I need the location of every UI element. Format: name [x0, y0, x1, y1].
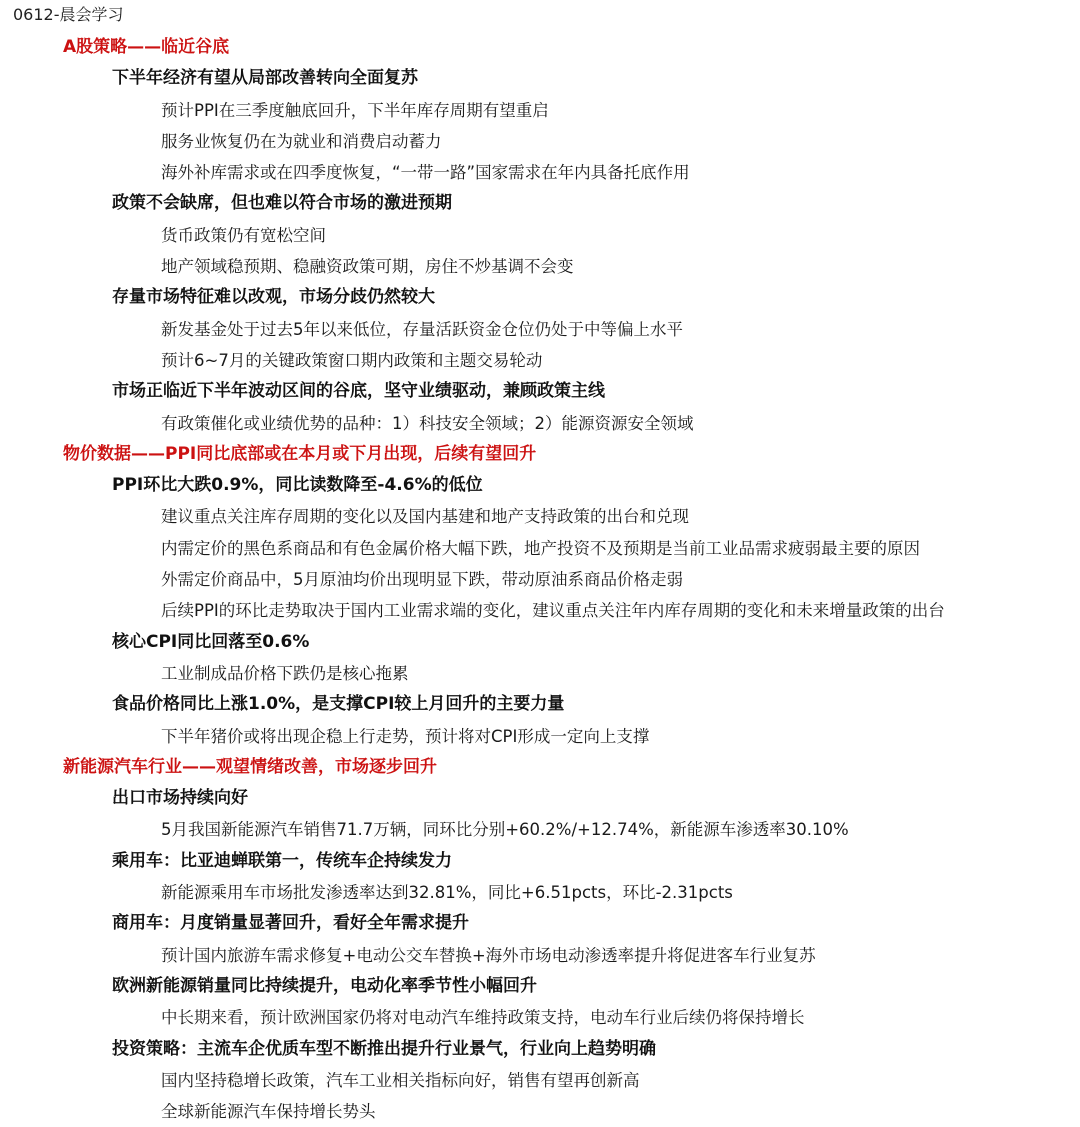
section-heading: A股策略——临近谷底 — [63, 37, 230, 57]
group-title: 下半年经济有望从局部改善转向全面复苏 — [112, 68, 418, 89]
list-item: 下半年猪价或将出现企稳上行走势，预计将对CPI形成一定向上支撑 — [161, 726, 650, 746]
list-item: 新发基金处于过去5年以来低位，存量活跃资金仓位仍处于中等偏上水平 — [161, 319, 683, 339]
group-title: 存量市场特征难以改观，市场分歧仍然较大 — [112, 287, 435, 308]
list-item: 后续PPI的环比走势取决于国内工业需求端的变化，建议重点关注年内库存周期的变化和未来增量政策的出台 — [161, 601, 945, 621]
list-item: 建议重点关注库存周期的变化以及国内基建和地产支持政策的出台和兑现 — [161, 507, 689, 527]
group-title: 商用车：月度销量显著回升，看好全年需求提升 — [112, 913, 469, 934]
group-title: 乘用车：比亚迪蝉联第一，传统车企持续发力 — [112, 850, 452, 871]
list-item: 中长期来看，预计欧洲国家仍将对电动汽车维持政策支持，电动车行业后续仍将保持增长 — [161, 1008, 805, 1028]
list-item: 预计国内旅游车需求修复+电动公交车替换+海外市场电动渗透率提升将促进客车行业复苏 — [161, 945, 816, 965]
list-item: 海外补库需求或在四季度恢复，“一带一路”国家需求在年内具备托底作用 — [161, 163, 690, 183]
list-item: 工业制成品价格下跌仍是核心拖累 — [161, 663, 409, 683]
outline — [0, 32, 1080, 1127]
section-heading: 物价数据——PPI同比底部或在本月或下月出现，后续有望回升 — [63, 443, 537, 464]
list-item: 国内坚持稳增长政策，汽车工业相关指标向好，销售有望再创新高 — [161, 1070, 640, 1090]
page-title: 0612-晨会学习 — [13, 5, 124, 24]
group-title: 投资策略：主流车企优质车型不断推出提升行业景气，行业向上趋势明确 — [112, 1038, 656, 1059]
group-title: 政策不会缺席，但也难以符合市场的激进预期 — [112, 193, 452, 214]
list-item: 服务业恢复仍在为就业和消费启动蓄力 — [161, 131, 442, 151]
list-item: 全球新能源汽车保持增长势头 — [161, 1102, 376, 1122]
list-item: 货币政策仍有宽松空间 — [161, 225, 326, 245]
list-item: 新能源乘用车市场批发渗透率达到32.81%，同比+6.51pcts，环比-2.31pcts — [161, 883, 733, 903]
group-title: 出口市场持续向好 — [112, 788, 248, 809]
list-item: 外需定价商品中，5月原油均价出现明显下跌，带动原油系商品价格走弱 — [161, 570, 683, 590]
section-heading: 新能源汽车行业——观望情绪改善，市场逐步回升 — [63, 756, 437, 777]
list-item: 内需定价的黑色系商品和有色金属价格大幅下跌，地产投资不及预期是当前工业品需求疲弱最主要的原因 — [161, 538, 920, 558]
list-item: 地产领域稳预期、稳融资政策可期，房住不炒基调不会变 — [161, 257, 574, 277]
list-item: 5月我国新能源汽车销售71.7万辆，同环比分别+60.2%/+12.74%，新能源车渗透率30.10% — [161, 820, 849, 840]
group-title: 欧洲新能源销量同比持续提升，电动化率季节性小幅回升 — [112, 975, 537, 996]
list-item: 有政策催化或业绩优势的品种：1）科技安全领域；2）能源资源安全领域 — [161, 413, 694, 433]
group-title: 市场正临近下半年波动区间的谷底，坚守业绩驱动，兼顾政策主线 — [112, 381, 605, 402]
group-title: 核心CPI同比回落至0.6% — [112, 631, 310, 652]
list-item: 预计6~7月的关键政策窗口期内政策和主题交易轮动 — [161, 350, 543, 370]
list-item: 预计PPI在三季度触底回升，下半年库存周期有望重启 — [161, 100, 549, 120]
group-title: PPI环比大跌0.9%，同比读数降至-4.6%的低位 — [112, 475, 483, 496]
group-title: 食品价格同比上涨1.0%，是支撑CPI较上月回升的主要力量 — [112, 694, 565, 715]
